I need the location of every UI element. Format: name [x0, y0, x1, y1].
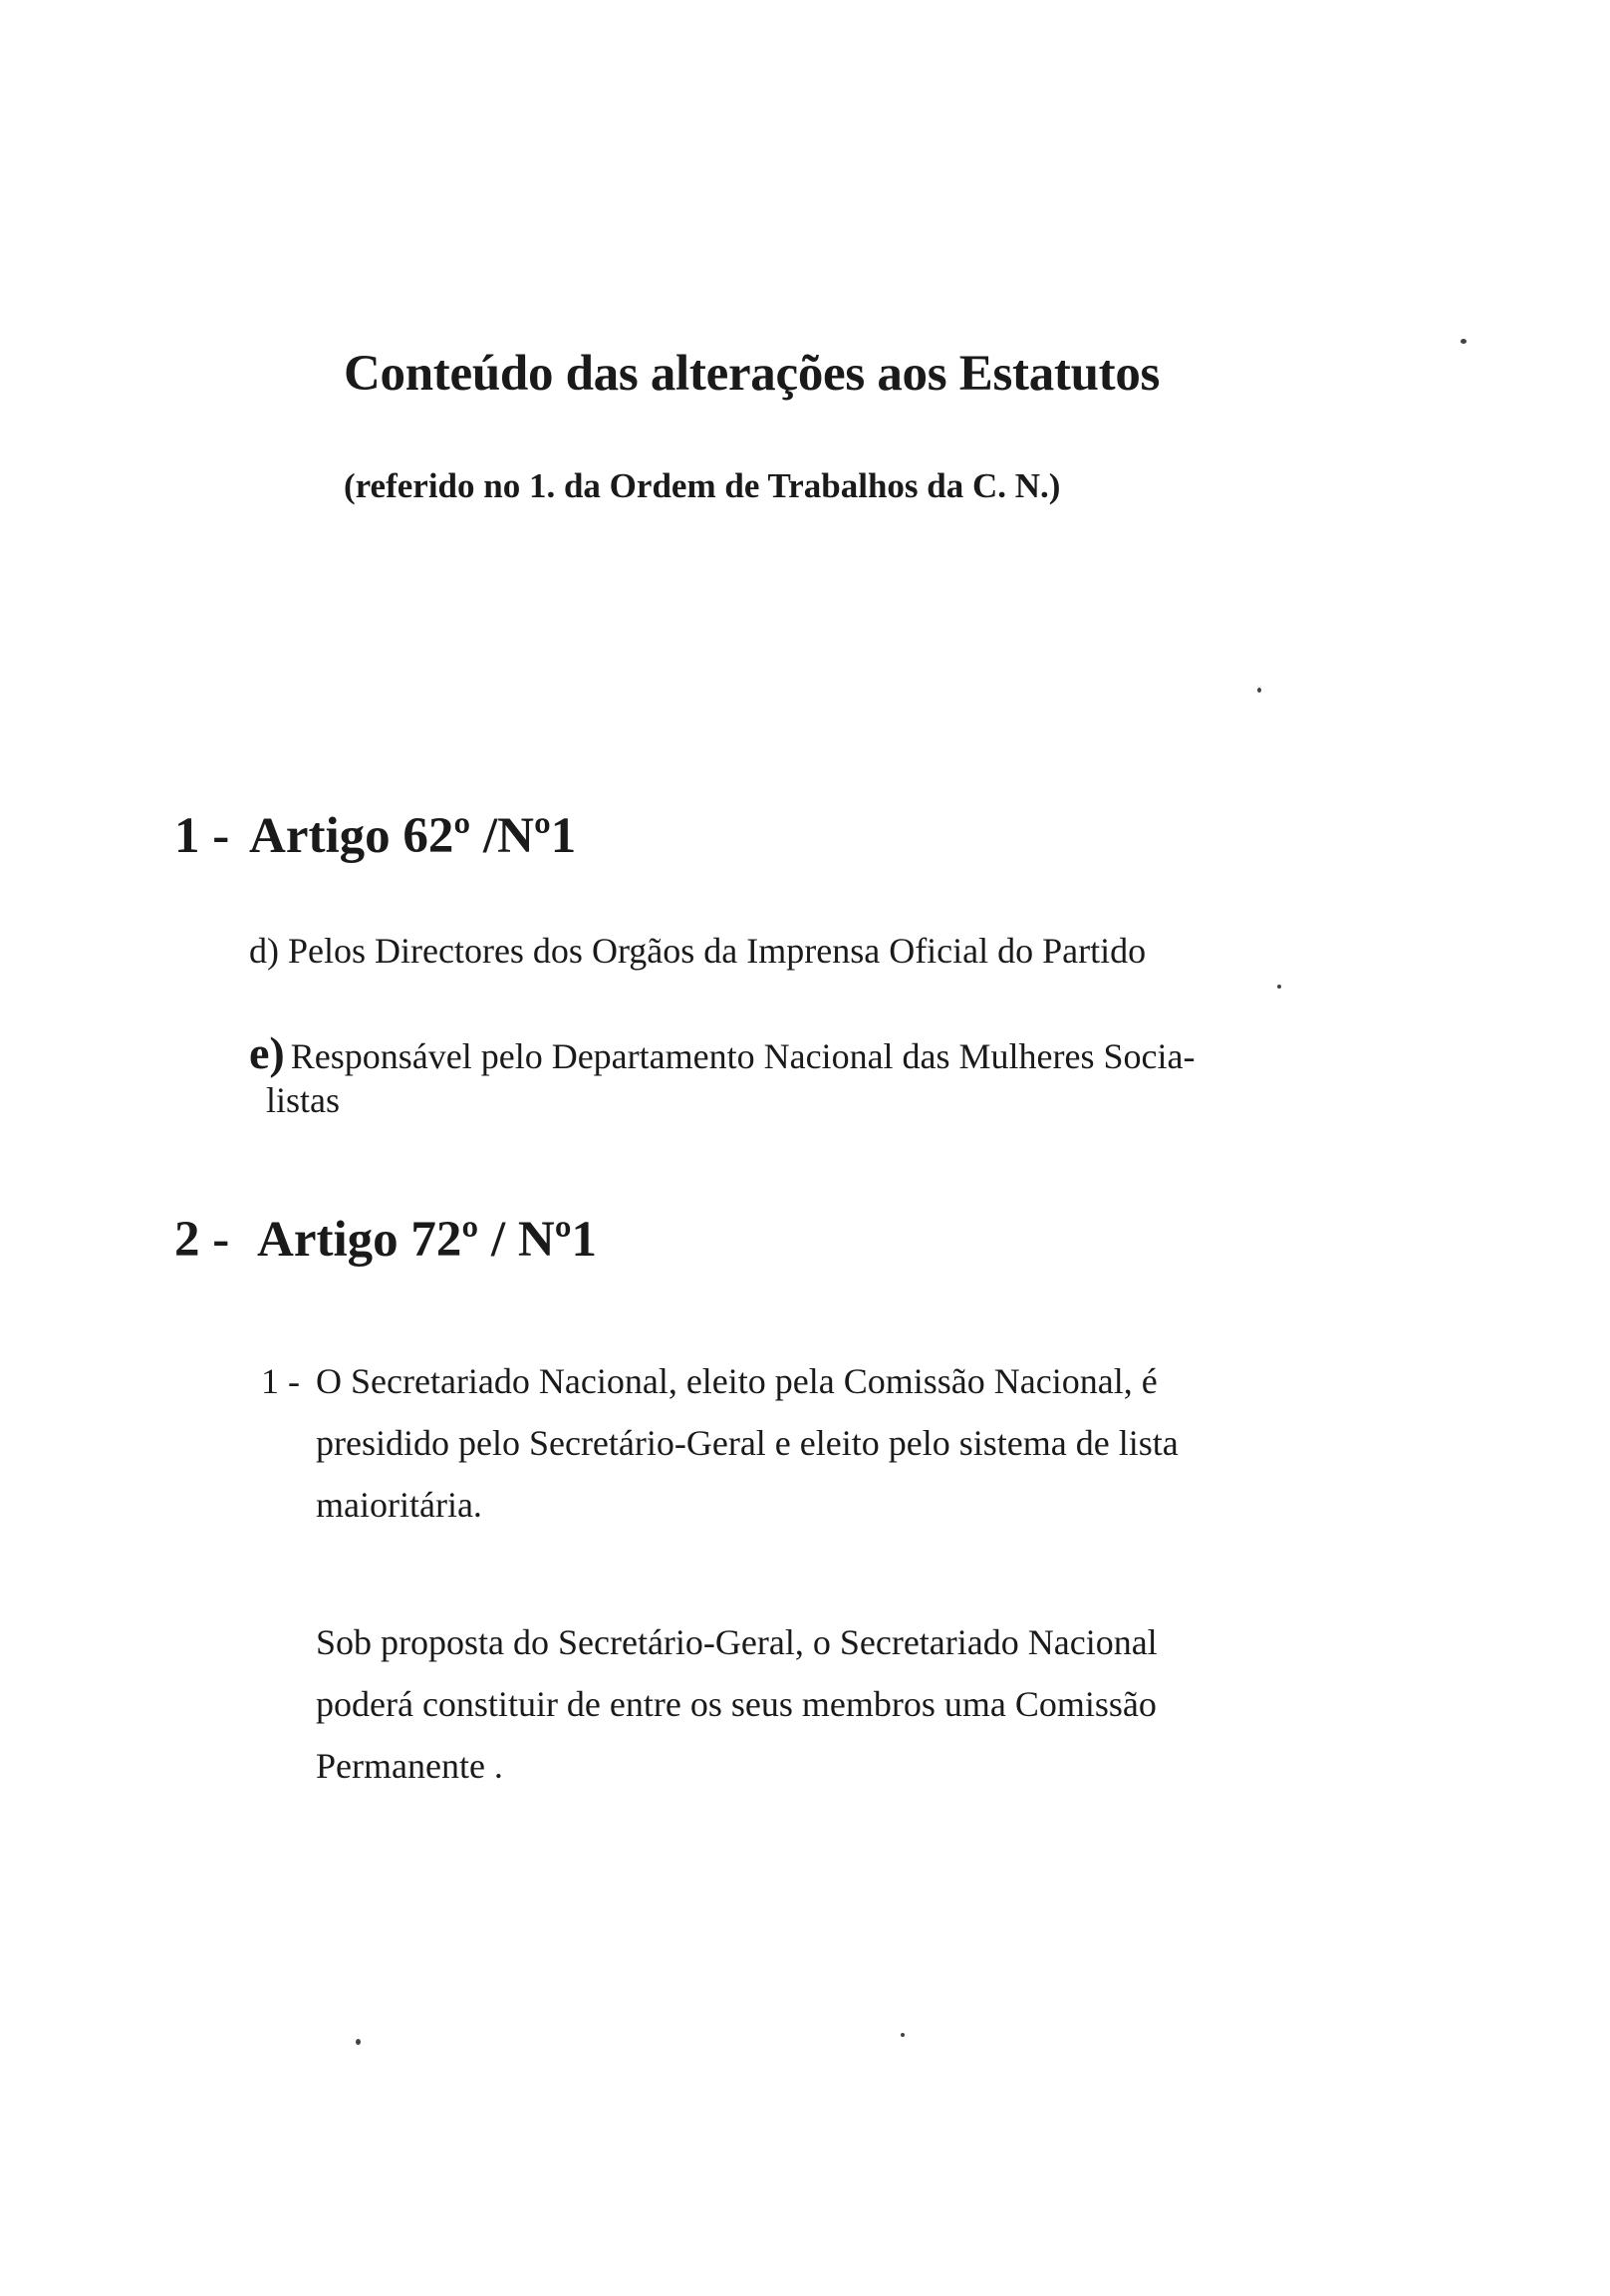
- section-2-title: Artigo 72º / Nº1: [257, 1212, 598, 1268]
- section-1-item-e: [249, 1027, 1196, 1122]
- paragraph-2-line-2: poderá constituir de entre os seus membros uma Comissão: [316, 1684, 1157, 1724]
- item-d-text: Pelos Directores dos Orgãos da Imprensa Oficial do Partido: [288, 931, 1147, 971]
- item-e-text-line-2: listas: [266, 1080, 341, 1120]
- section-1-title: Artigo 62º /Nº1: [249, 808, 577, 864]
- section-2-paragraph-2: [316, 1611, 1158, 1797]
- scan-speck: [1277, 985, 1281, 989]
- section-1-heading: [174, 807, 576, 865]
- item-e-text-line-1: Responsável pelo Departamento Nacional das Mulheres Socia-: [290, 1036, 1196, 1076]
- paragraph-1-number: 1 -: [261, 1361, 300, 1401]
- scan-speck: [901, 2033, 905, 2037]
- scan-speck: [1461, 339, 1467, 344]
- paragraph-1-line-3: maioritária.: [316, 1485, 482, 1525]
- section-2-number: 2 -: [174, 1212, 230, 1268]
- section-1-number: 1 -: [174, 808, 230, 864]
- paragraph-2-line-3: Permanente .: [316, 1746, 503, 1786]
- scan-speck: [1257, 688, 1261, 693]
- paragraph-1-line-1: O Secretariado Nacional, eleito pela Comissão Nacional, é: [316, 1361, 1158, 1401]
- scan-speck: [356, 2039, 361, 2045]
- section-2-heading: [174, 1211, 597, 1269]
- document-subtitle: (referido no 1. da Ordem de Trabalhos da C. N.): [344, 466, 1061, 505]
- paragraph-2-line-1: Sob proposta do Secretário-Geral, o Secretariado Nacional: [316, 1622, 1158, 1662]
- item-e-marker: e): [249, 1027, 285, 1078]
- paragraph-1-line-2: presidido pelo Secretário-Geral e eleito pelo sistema de lista: [316, 1423, 1179, 1463]
- section-1-item-d: [249, 929, 1146, 973]
- item-d-marker: d): [249, 931, 279, 971]
- document-title: Conteúdo das alterações aos Estatutos: [344, 346, 1161, 402]
- section-2-paragraph-1: [261, 1350, 1179, 1536]
